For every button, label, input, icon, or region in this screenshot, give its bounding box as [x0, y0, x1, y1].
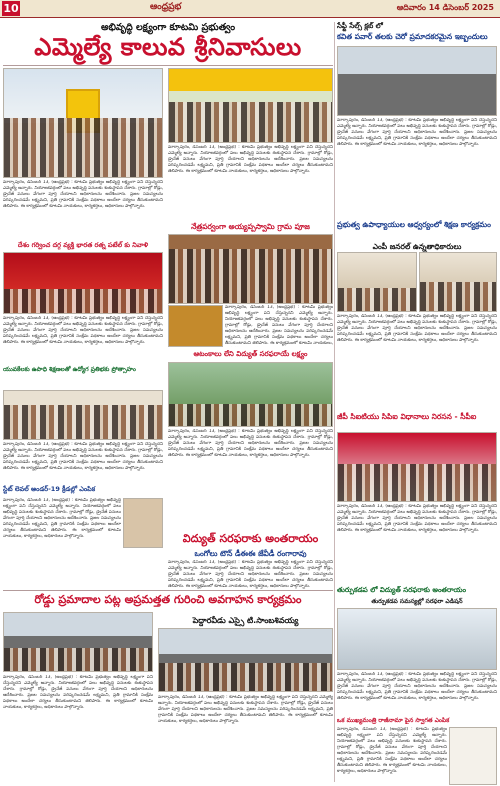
side-cpi-headline: జీపీ సిఐటియు సిపిఐ విధానాలు నిరసన - సీపీఐ — [337, 412, 477, 421]
lead-photo — [3, 68, 163, 178]
road-byline: పెద్దారవీడు ఎస్సై టి.సాంబశివయ్య — [192, 616, 299, 625]
side-headline: కవిత పవార్ తలకు చెరో ప్రమాదకరమైన ఇబ్బందులు — [337, 32, 488, 41]
dateline: ఆదివారం 14 డిసెంబర్ 2025 — [396, 3, 494, 12]
youth-body: మార్కాపురం, డిసెంబర్ 13, (ఆంధ్రప్రభ) : కూటమి ప్రభుత్వం అభివృద్ధి లక్ష్యంగా పని చేస్తున్నదని ఎమ్మెల్యే అన్నారు. నియోజకవర్గంలో పలు అభివృద్ధి పనులకు శంకుస్థాపన చేశారు. గ్రామాల్లో రోడ్లు, డ్రైనేజీ పనులు వేగంగా పూర్తి చేయాలని అధికారులను ఆదేశించారు. ప్రజల సమస్యలను పరిష్కరించడమే లక్ష్యమని, ప్రతి గ్రామానికి సంక్షేమ పథకాలు అందేలా చర్యలు తీసుకుంటామని తెలిపారు. ఈ కార్యక్రమంలో కూటమి నాయకులు, కార్యకర్తలు, అధికారులు పాల్గొన్నారు. — [3, 442, 163, 471]
side-training-byline: ఎంపీ జనరల్ ఉన్నతాధికారులు — [372, 242, 462, 251]
outage-body: మార్కాపురం, డిసెంబర్ 13, (ఆంధ్రప్రభ) : కూటమి ప్రభుత్వం అభివృద్ధి లక్ష్యంగా పని చేస్తున్నదని ఎమ్మెల్యే అన్నారు. నియోజకవర్గంలో పలు అభివృద్ధి పనులకు శంకుస్థాపన చేశారు. గ్రామాల్లో రోడ్లు, డ్రైనేజీ పనులు వేగంగా పూర్తి చేయాలని అధికారులను ఆదేశించారు. ప్రజల సమస్యలను పరిష్కరించడమే లక్ష్యమని, ప్రతి గ్రామానికి సంక్షేమ పథకాలు అందేలా చర్యలు తీసుకుంటామని తెలిపారు. ఈ కార్యక్రమంలో కూటమి నాయకులు, కార్యకర్తలు, అధికారులు పాల్గొన్నారు. — [168, 560, 333, 589]
ayyappa-body: మార్కాపురం, డిసెంబర్ 13, (ఆంధ్రప్రభ) : కూటమి ప్రభుత్వం అభివృద్ధి లక్ష్యంగా పని చేస్తున్నదని ఎమ్మెల్యే అన్నారు. నియోజకవర్గంలో పలు అభివృద్ధి పనులకు శంకుస్థాపన చేశారు. గ్రామాల్లో రోడ్లు, డ్రైనేజీ పనులు వేగంగా పూర్తి చేయాలని అధికారులను ఆదేశించారు. ప్రజల సమస్యలను పరిష్కరించడమే లక్ష్యమని, ప్రతి గ్రామానికి సంక్షేమ పథకాలు అందేలా చర్యలు తీసుకుంటామని తెలిపారు. ఈ కార్యక్రమంలో కూటమి నాయకులు, — [225, 305, 333, 346]
side-outage-byline: తుర్పుకడప సమస్యల్లో సరఫరా ఎడిషన్ — [371, 598, 463, 605]
side-last-headline: ఒక ముఖ్యమంత్రి రాజీనామా పైన స్వాగత ఎంపిక — [337, 717, 450, 724]
patel-body: మార్కాపురం, డిసెంబర్ 13, (ఆంధ్రప్రభ) : కూటమి ప్రభుత్వం అభివృద్ధి లక్ష్యంగా పని చేస్తున్నదని ఎమ్మెల్యే అన్నారు. నియోజకవర్గంలో పలు అభివృద్ధి పనులకు శంకుస్థాపన చేశారు. గ్రామాల్లో రోడ్లు, డ్రైనేజీ పనులు వేగంగా పూర్తి చేయాలని అధికారులను ఆదేశించారు. ప్రజల సమస్యలను పరిష్కరించడమే లక్ష్యమని, ప్రతి గ్రామానికి సంక్షేమ పథకాలు అందేలా చర్యలు తీసుకుంటామని తెలిపారు. ఈ కార్యక్రమంలో కూటమి నాయకులు, కార్యకర్తలు, అధికారులు పాల్గొన్నారు. — [3, 316, 163, 345]
side-last-body: మార్కాపురం, డిసెంబర్ 13, (ఆంధ్రప్రభ) : కూటమి ప్రభుత్వం అభివృద్ధి లక్ష్యంగా పని చేస్తున్నదని ఎమ్మెల్యే అన్నారు. నియోజకవర్గంలో పలు అభివృద్ధి పనులకు శంకుస్థాపన చేశారు. గ్రామాల్లో రోడ్లు, డ్రైనేజీ పనులు వేగంగా పూర్తి చేయాలని అధికారులను ఆదేశించారు. ప్రజల సమస్యలను పరిష్కరించడమే లక్ష్యమని, ప్రతి గ్రామానికి సంక్షేమ పథకాలు అందేలా చర్యలు తీసుకుంటామని తెలిపారు. ఈ కార్యక్రమంలో కూటమి నాయకులు, కార్యకర్తలు, అధికారులు పాల్గొన్నారు. — [337, 727, 447, 774]
lead-headline: ఎమ్మెల్యే కాలువ శ్రీనివాసులు — [34, 33, 302, 61]
story-patel-headline: దేశం గర్వించ దగ్గ వ్యక్తి భారత రత్న పటేల్ కు నివాళి — [17, 241, 149, 249]
lead-body: మార్కాపురం, డిసెంబర్ 13, (ఆంధ్రప్రభ) : కూటమి ప్రభుత్వం అభివృద్ధి లక్ష్యంగా పని చేస్తున్నదని ఎమ్మెల్యే అన్నారు. నియోజకవర్గంలో పలు అభివృద్ధి పనులకు శంకుస్థాపన చేశారు. గ్రామాల్లో రోడ్లు, డ్రైనేజీ పనులు వేగంగా పూర్తి చేయాలని అధికారులను ఆదేశించారు. ప్రజల సమస్యలను పరిష్కరించడమే లక్ష్యమని, ప్రతి గ్రామానికి సంక్షేమ పథకాలు అందేలా చర్యలు తీసుకుంటామని తెలిపారు. ఈ కార్యక్రమంలో కూటమి నాయకులు, కార్యకర్తలు, అధికారులు పాల్గొన్నారు. — [3, 180, 163, 209]
outage-byline: ఒంగోలు టౌన్ డీఈఈ జేవీడీ రంగారావు — [194, 549, 307, 558]
divider — [3, 590, 333, 591]
power-body: మార్కాపురం, డిసెంబర్ 13, (ఆంధ్రప్రభ) : కూటమి ప్రభుత్వం అభివృద్ధి లక్ష్యంగా పని చేస్తున్నదని ఎమ్మెల్యే అన్నారు. నియోజకవర్గంలో పలు అభివృద్ధి పనులకు శంకుస్థాపన చేశారు. గ్రామాల్లో రోడ్లు, డ్రైనేజీ పనులు వేగంగా పూర్తి చేయాలని అధికారులను ఆదేశించారు. ప్రజల సమస్యలను పరిష్కరించడమే లక్ష్యమని, ప్రతి గ్రామానికి సంక్షేమ పథకాలు అందేలా చర్యలు తీసుకుంటామని తెలిపారు. ఈ కార్యక్రమంలో కూటమి నాయకులు, కార్యకర్తలు, అధికారులు పాల్గొన్నారు. — [168, 429, 333, 458]
cpi-photo — [337, 432, 497, 502]
story-road-headline: రోడ్డు ప్రమాదాల పట్ల అప్రమత్తత గురించి అవగాహన కార్యక్రమం — [34, 593, 302, 606]
side-column — [337, 20, 497, 786]
training-photo-2 — [419, 252, 497, 312]
sports-portrait — [123, 498, 163, 548]
side-outage-body: మార్కాపురం, డిసెంబర్ 13, (ఆంధ్రప్రభ) : కూటమి ప్రభుత్వం అభివృద్ధి లక్ష్యంగా పని చేస్తున్నదని ఎమ్మెల్యే అన్నారు. నియోజకవర్గంలో పలు అభివృద్ధి పనులకు శంకుస్థాపన చేశారు. గ్రామాల్లో రోడ్లు, డ్రైనేజీ పనులు వేగంగా పూర్తి చేయాలని అధికారులను ఆదేశించారు. ప్రజల సమస్యలను పరిష్కరించడమే లక్ష్యమని, ప్రతి గ్రామానికి సంక్షేమ పథకాలు అందేలా చర్యలు తీసుకుంటామని తెలిపారు. ఈ కార్యక్రమంలో కూటమి నాయకులు, కార్యకర్తలు, అధికారులు పాల్గొన్నారు. — [337, 672, 497, 701]
event-body: మార్కాపురం, డిసెంబర్ 13, (ఆంధ్రప్రభ) : కూటమి ప్రభుత్వం అభివృద్ధి లక్ష్యంగా పని చేస్తున్నదని ఎమ్మెల్యే అన్నారు. నియోజకవర్గంలో పలు అభివృద్ధి పనులకు శంకుస్థాపన చేశారు. గ్రామాల్లో రోడ్లు, డ్రైనేజీ పనులు వేగంగా పూర్తి చేయాలని అధికారులను ఆదేశించారు. ప్రజల సమస్యలను పరిష్కరించడమే లక్ష్యమని, ప్రతి గ్రామానికి సంక్షేమ పథకాలు అందేలా చర్యలు తీసుకుంటామని తెలిపారు. ఈ కార్యక్రమంలో కూటమి నాయకులు, కార్యకర్తలు, అధికారులు పాల్గొన్నారు. — [168, 145, 333, 174]
page-header — [0, 0, 500, 18]
patel-photo — [3, 252, 163, 314]
side-road-photo — [337, 46, 497, 116]
masthead: ఆంధ్రప్రభ — [150, 2, 182, 12]
ayyappa-idol-photo — [168, 305, 223, 347]
youth-photo — [3, 390, 163, 440]
side-training-body: మార్కాపురం, డిసెంబర్ 13, (ఆంధ్రప్రభ) : కూటమి ప్రభుత్వం అభివృద్ధి లక్ష్యంగా పని చేస్తున్నదని ఎమ్మెల్యే అన్నారు. నియోజకవర్గంలో పలు అభివృద్ధి పనులకు శంకుస్థాపన చేశారు. గ్రామాల్లో రోడ్లు, డ్రైనేజీ పనులు వేగంగా పూర్తి చేయాలని అధికారులను ఆదేశించారు. ప్రజల సమస్యలను పరిష్కరించడమే లక్ష్యమని, ప్రతి గ్రామానికి సంక్షేమ పథకాలు అందేలా చర్యలు తీసుకుంటామని తెలిపారు. ఈ కార్యక్రమంలో కూటమి నాయకులు, కార్యకర్తలు, అధికారులు పాల్గొన్నారు. — [337, 314, 497, 343]
sports-body: మార్కాపురం, డిసెంబర్ 13, (ఆంధ్రప్రభ) : కూటమి ప్రభుత్వం అభివృద్ధి లక్ష్యంగా పని చేస్తున్నదని ఎమ్మెల్యే అన్నారు. నియోజకవర్గంలో పలు అభివృద్ధి పనులకు శంకుస్థాపన చేశారు. గ్రామాల్లో రోడ్లు, డ్రైనేజీ పనులు వేగంగా పూర్తి చేయాలని అధికారులను ఆదేశించారు. ప్రజల సమస్యలను పరిష్కరించడమే లక్ష్యమని, ప్రతి గ్రామానికి సంక్షేమ పథకాలు అందేలా చర్యలు తీసుకుంటామని తెలిపారు. ఈ కార్యక్రమంలో కూటమి నాయకులు, కార్యకర్తలు, అధికారులు పాల్గొన్నారు. — [3, 498, 121, 539]
story-youth-headline: యువకేలకు ఉపాధి శిక్షణలతో ఉద్యోగ ప్రతిభకు ప్రోత్సాహం — [3, 366, 136, 373]
divider — [3, 65, 333, 66]
road-photo-2 — [158, 628, 333, 692]
event-photo — [168, 68, 333, 143]
story-outage-headline: విద్యుత్ సరఫరాకు అంతరాయం — [182, 532, 319, 545]
lead-kicker: అభివృద్ధి లక్ష్యంగా కూటమి ప్రభుత్వం — [100, 22, 236, 33]
story-sports-headline: స్టేట్ లెవల్ అండర్-19 క్రీడల్లో ఎంపిక — [3, 485, 96, 493]
story-power-headline: ఆటంకాలు లేని విద్యుత్ సరఫరాయే లక్ష్యం — [193, 350, 308, 358]
story-ayyappa-headline: నేత్రపర్వంగా అయ్యప్పస్వామి గ్రామ పూజ — [191, 222, 310, 231]
power-photo — [168, 362, 333, 427]
training-photo — [337, 252, 417, 312]
side-body: మార్కాపురం, డిసెంబర్ 13, (ఆంధ్రప్రభ) : కూటమి ప్రభుత్వం అభివృద్ధి లక్ష్యంగా పని చేస్తున్నదని ఎమ్మెల్యే అన్నారు. నియోజకవర్గంలో పలు అభివృద్ధి పనులకు శంకుస్థాపన చేశారు. గ్రామాల్లో రోడ్లు, డ్రైనేజీ పనులు వేగంగా పూర్తి చేయాలని అధికారులను ఆదేశించారు. ప్రజల సమస్యలను పరిష్కరించడమే లక్ష్యమని, ప్రతి గ్రామానికి సంక్షేమ పథకాలు అందేలా చర్యలు తీసుకుంటామని తెలిపారు. ఈ కార్యక్రమంలో కూటమి నాయకులు, కార్యకర్తలు, అధికారులు పాల్గొన్నారు. — [337, 118, 497, 147]
side-cpi-body: మార్కాపురం, డిసెంబర్ 13, (ఆంధ్రప్రభ) : కూటమి ప్రభుత్వం అభివృద్ధి లక్ష్యంగా పని చేస్తున్నదని ఎమ్మెల్యే అన్నారు. నియోజకవర్గంలో పలు అభివృద్ధి పనులకు శంకుస్థాపన చేశారు. గ్రామాల్లో రోడ్లు, డ్రైనేజీ పనులు వేగంగా పూర్తి చేయాలని అధికారులను ఆదేశించారు. ప్రజల సమస్యలను పరిష్కరించడమే లక్ష్యమని, ప్రతి గ్రామానికి సంక్షేమ పథకాలు అందేలా చర్యలు తీసుకుంటామని తెలిపారు. ఈ కార్యక్రమంలో కూటమి నాయకులు, కార్యకర్తలు, అధికారులు పాల్గొన్నారు. — [337, 504, 497, 533]
side-outage-headline: తుర్పుకడప లో విద్యుత్ సరఫరాకు అంతరాయం — [337, 586, 467, 594]
page-number: 10 — [3, 2, 19, 15]
road-body-2: మార్కాపురం, డిసెంబర్ 13, (ఆంధ్రప్రభ) : కూటమి ప్రభుత్వం అభివృద్ధి లక్ష్యంగా పని చేస్తున్నదని ఎమ్మెల్యే అన్నారు. నియోజకవర్గంలో పలు అభివృద్ధి పనులకు శంకుస్థాపన చేశారు. గ్రామాల్లో రోడ్లు, డ్రైనేజీ పనులు వేగంగా పూర్తి చేయాలని అధికారులను ఆదేశించారు. ప్రజల సమస్యలను పరిష్కరించడమే లక్ష్యమని, ప్రతి గ్రామానికి సంక్షేమ పథకాలు అందేలా చర్యలు తీసుకుంటామని తెలిపారు. ఈ కార్యక్రమంలో కూటమి నాయకులు, కార్యకర్తలు, అధికారులు పాల్గొన్నారు. — [158, 695, 333, 724]
ayyappa-photo — [168, 234, 333, 304]
tower-photo — [337, 608, 497, 670]
side-training-headline: ప్రభుత్వ ఉపాధ్యాయుల ఆధ్వర్యంలో శిక్షణ కార్యక్రమం — [337, 220, 491, 229]
column-divider — [334, 22, 335, 782]
document-photo — [449, 727, 497, 785]
road-body: మార్కాపురం, డిసెంబర్ 13, (ఆంధ్రప్రభ) : కూటమి ప్రభుత్వం అభివృద్ధి లక్ష్యంగా పని చేస్తున్నదని ఎమ్మెల్యే అన్నారు. నియోజకవర్గంలో పలు అభివృద్ధి పనులకు శంకుస్థాపన చేశారు. గ్రామాల్లో రోడ్లు, డ్రైనేజీ పనులు వేగంగా పూర్తి చేయాలని అధికారులను ఆదేశించారు. ప్రజల సమస్యలను పరిష్కరించడమే లక్ష్యమని, ప్రతి గ్రామానికి సంక్షేమ పథకాలు అందేలా చర్యలు తీసుకుంటామని తెలిపారు. ఈ కార్యక్రమంలో కూటమి నాయకులు, కార్యకర్తలు, అధికారులు పాల్గొన్నారు. — [3, 675, 153, 710]
road-photo — [3, 612, 153, 672]
side-kicker: సేఫ్టీ సేల్స్ క్లబ్ లో — [337, 22, 383, 30]
main-column — [3, 20, 333, 786]
